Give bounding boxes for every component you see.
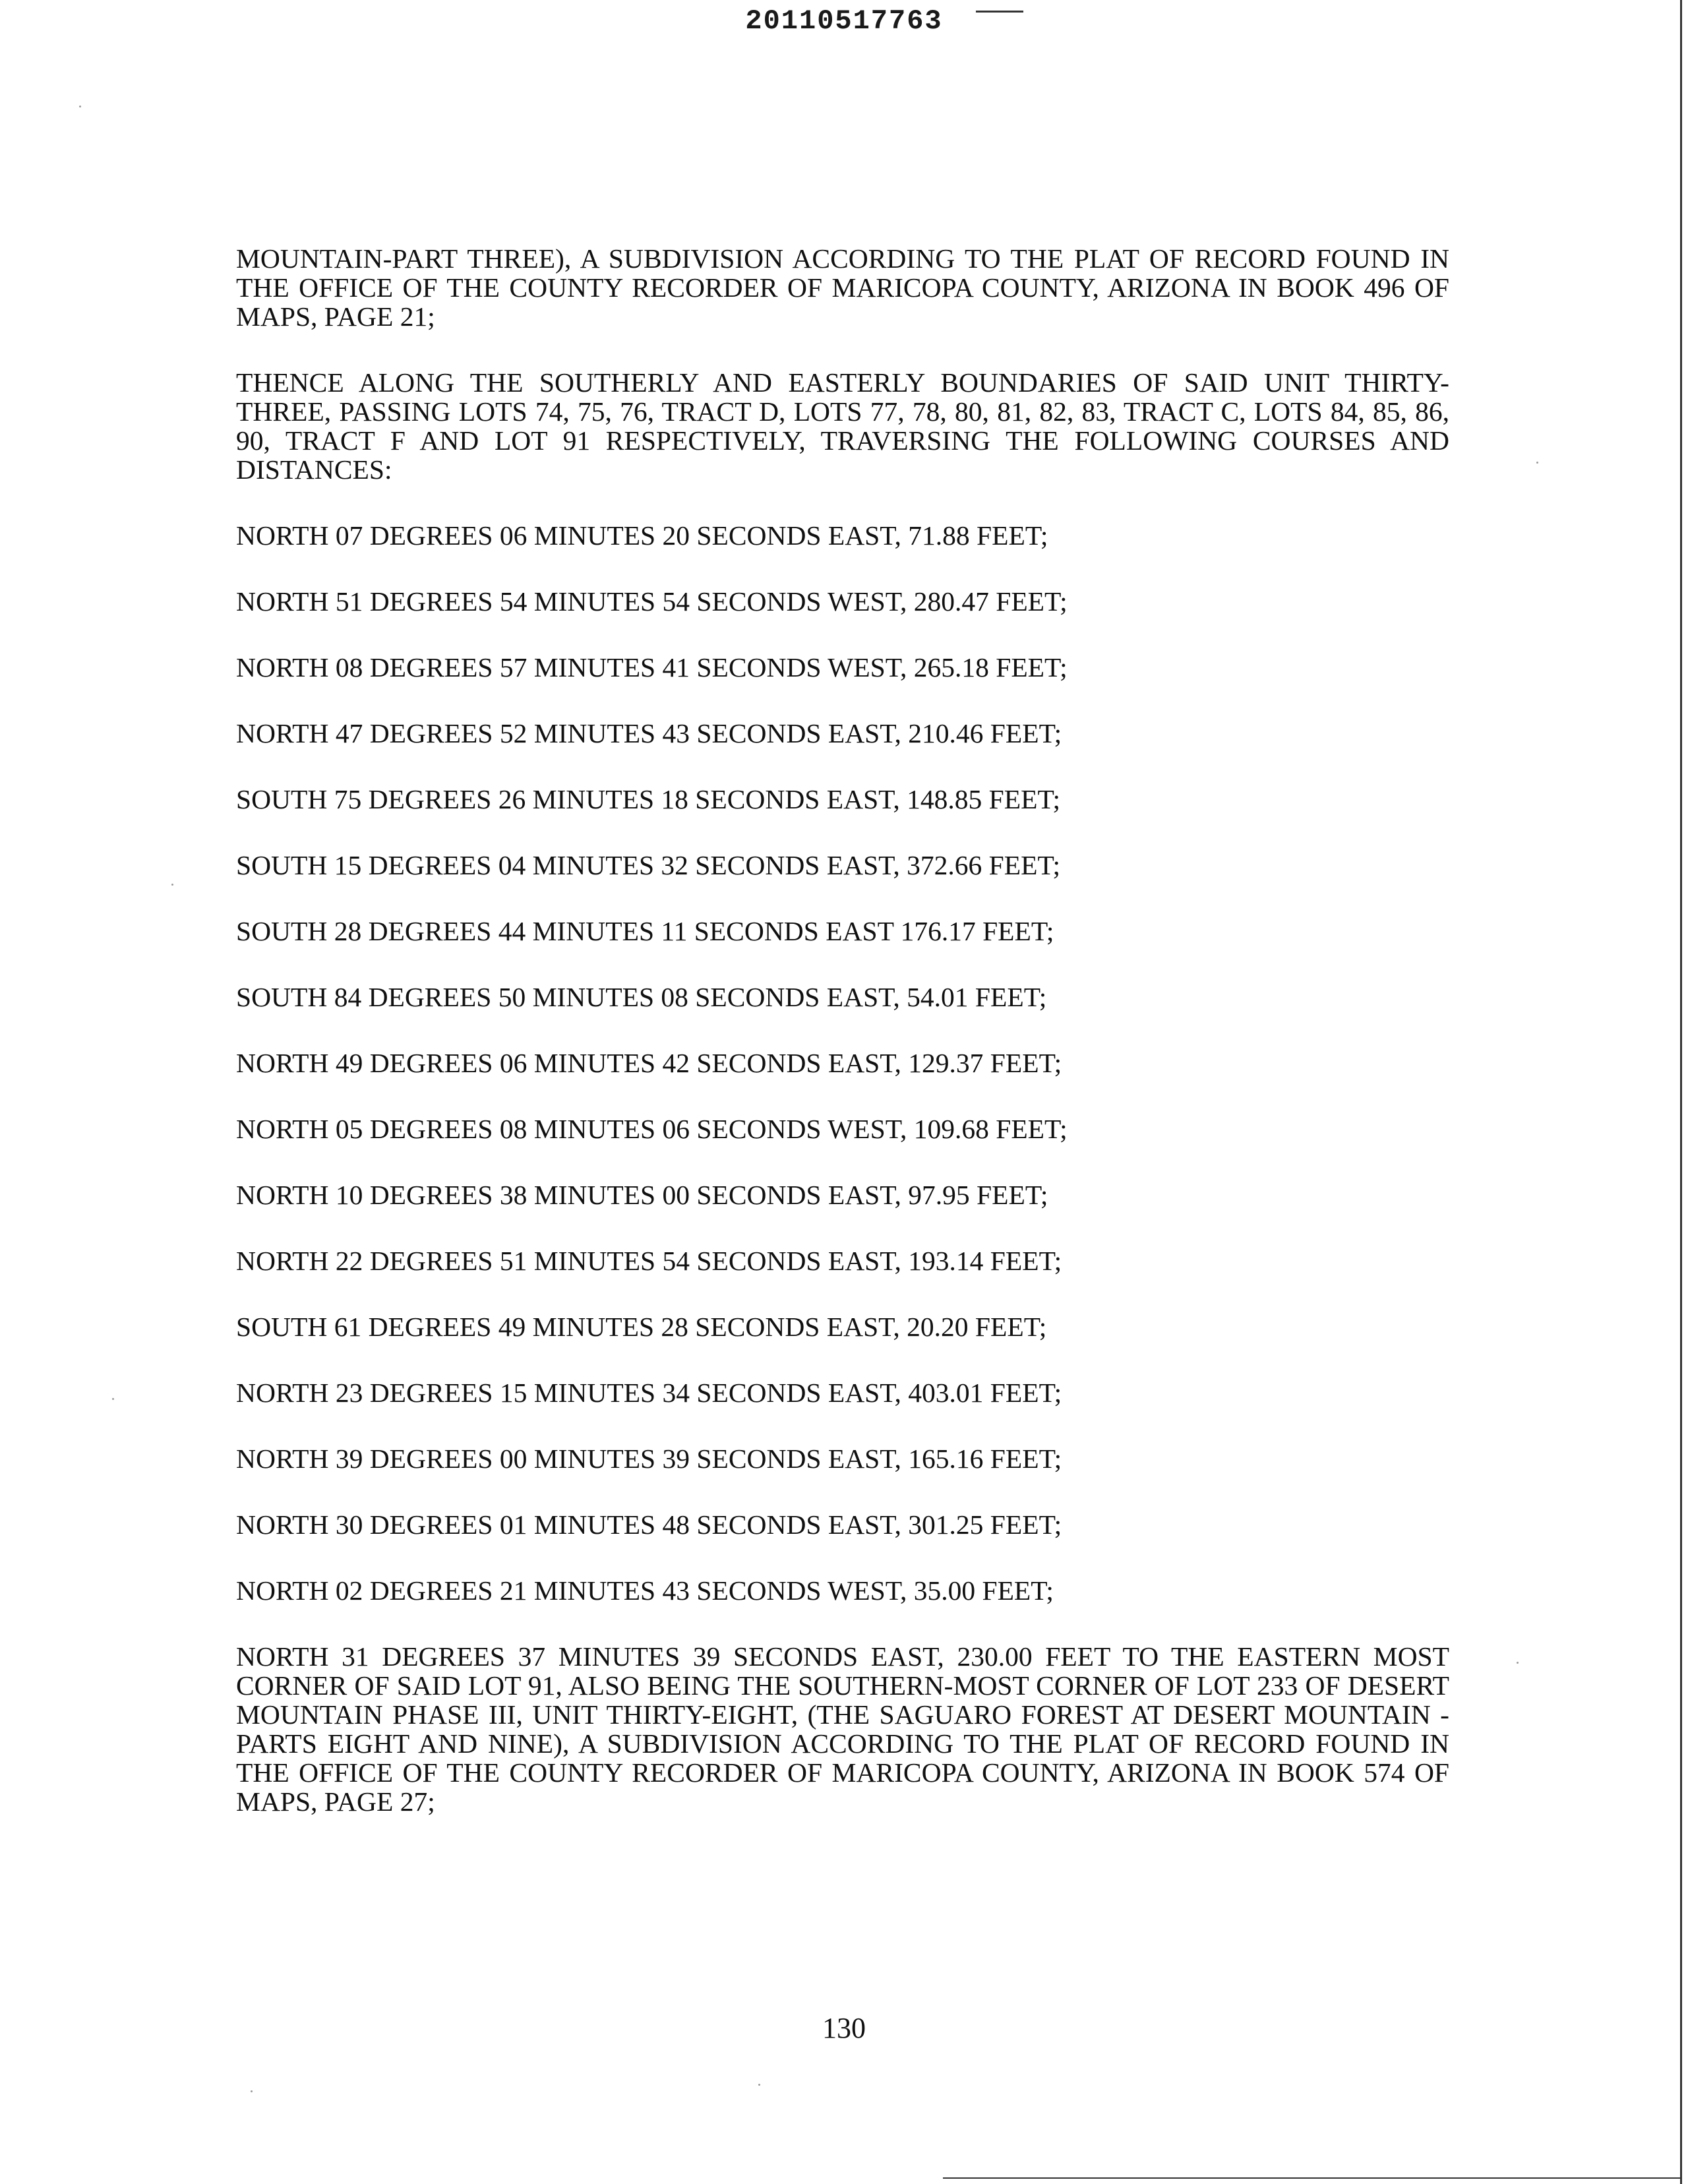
recording-number: 20110517763 [745,5,943,37]
course-line: NORTH 30 DEGREES 01 MINUTES 48 SECONDS EAST, 301.25 FEET; [236,1509,1062,1540]
legal-description [236,244,1449,1853]
course-line: SOUTH 28 DEGREES 44 MINUTES 11 SECONDS EAST 176.17 FEET; [236,916,1054,946]
closing-paragraph: NORTH 31 DEGREES 37 MINUTES 39 SECONDS EAST, 230.00 FEET TO THE EASTERN MOST CORNER OF SAID LOT 91, ALSO BEING THE SOUTHERN-MOST CORNER OF LOT 233 OF DESERT MOUNTAIN PHASE III, UNIT THIRTY-EIGHT, (THE SAGUARO FOREST AT DESERT MOUNTAIN - PARTS EIGHT AND NINE), A SUBDIVISION ACCORDING TO THE PLAT OF RECORD FOUND IN THE OFFICE OF THE COUNTY RECORDER OF MARICOPA COUNTY, ARIZONA IN BOOK 574 OF MAPS, PAGE 27; [236,1641,1449,1817]
scan-speck [251,2090,253,2092]
page-edge-line [1680,0,1682,2184]
course-line: SOUTH 75 DEGREES 26 MINUTES 18 SECONDS EAST, 148.85 FEET; [236,784,1061,814]
course-line: NORTH 05 DEGREES 08 MINUTES 06 SECONDS WEST, 109.68 FEET; [236,1114,1068,1144]
intro-paragraph: MOUNTAIN-PART THREE), A SUBDIVISION ACCORDING TO THE PLAT OF RECORD FOUND IN THE OFFICE OF THE COUNTY RECORDER OF MARICOPA COUNTY, ARIZONA IN BOOK 496 OF MAPS, PAGE 21; [236,243,1449,332]
page-number: 130 [822,2012,866,2044]
scan-speck [1517,1662,1519,1664]
course-line: NORTH 49 DEGREES 06 MINUTES 42 SECONDS EAST, 129.37 FEET; [236,1048,1062,1078]
course-line: SOUTH 84 DEGREES 50 MINUTES 08 SECONDS EAST, 54.01 FEET; [236,982,1047,1012]
course-line: SOUTH 61 DEGREES 49 MINUTES 28 SECONDS EAST, 20.20 FEET; [236,1312,1047,1342]
course-line: NORTH 08 DEGREES 57 MINUTES 41 SECONDS WEST, 265.18 FEET; [236,652,1068,682]
course-line: NORTH 07 DEGREES 06 MINUTES 20 SECONDS EAST, 71.88 FEET; [236,520,1048,551]
course-line: NORTH 10 DEGREES 38 MINUTES 00 SECONDS EAST, 97.95 FEET; [236,1180,1048,1210]
scan-speck [112,1398,114,1400]
footer-rule [943,2177,1681,2179]
intro-paragraph: THENCE ALONG THE SOUTHERLY AND EASTERLY BOUNDARIES OF SAID UNIT THIRTY-THREE, PASSING LOTS 74, 75, 76, TRACT D, LOTS 77, 78, 80, 81, 82, 83, TRACT C, LOTS 84, 85, 86, 90, TRACT F AND LOT 91 RESPECTIVELY, TRAVERSING THE FOLLOWING COURSES AND DISTANCES: [236,367,1449,485]
course-line: NORTH 02 DEGREES 21 MINUTES 43 SECONDS WEST, 35.00 FEET; [236,1575,1054,1606]
header-rule [976,11,1023,13]
scan-speck [171,884,173,886]
scan-speck [758,2084,760,2086]
scan-speck [1536,462,1538,464]
course-line: NORTH 39 DEGREES 00 MINUTES 39 SECONDS EAST, 165.16 FEET; [236,1443,1062,1474]
course-line: NORTH 51 DEGREES 54 MINUTES 54 SECONDS WEST, 280.47 FEET; [236,586,1068,617]
course-line: SOUTH 15 DEGREES 04 MINUTES 32 SECONDS EAST, 372.66 FEET; [236,850,1061,880]
course-line: NORTH 22 DEGREES 51 MINUTES 54 SECONDS EAST, 193.14 FEET; [236,1246,1062,1276]
course-line: NORTH 47 DEGREES 52 MINUTES 43 SECONDS EAST, 210.46 FEET; [236,718,1062,748]
scan-speck [79,106,81,107]
course-line: NORTH 23 DEGREES 15 MINUTES 34 SECONDS EAST, 403.01 FEET; [236,1378,1062,1408]
